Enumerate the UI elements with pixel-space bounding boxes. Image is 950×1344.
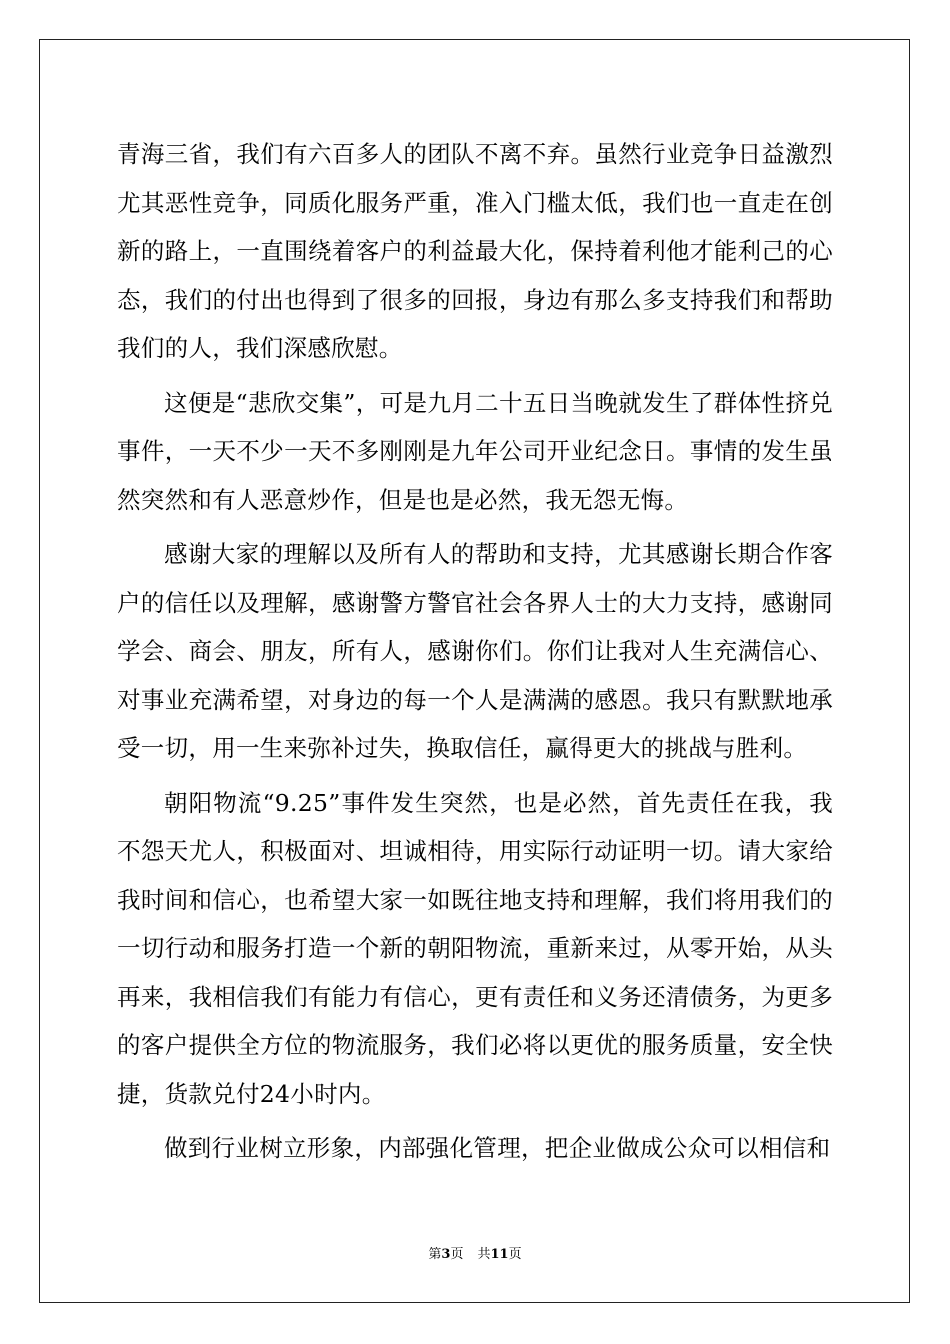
total-prefix: 共: [477, 1247, 491, 1262]
page-footer: [0, 1247, 950, 1263]
paragraph-3: 感谢大家的理解以及所有人的帮助和支持，尤其感谢长期合作客户的信任以及理解，感谢警方警官社会各界人士的大力支持，感谢同学会、商会、朋友，所有人，感谢你们。你们让我对人生充满信心、对事业充满希望，对身边的每一个人是满满的感恩。我只有默默地承受一切，用一生来弥补过失，换取信任，赢得更大的挑战与胜利。: [117, 540, 833, 762]
page-prefix: 第: [428, 1247, 442, 1262]
total-suffix: 页: [508, 1247, 522, 1262]
page-suffix: 页: [450, 1247, 464, 1262]
paragraph-5: 做到行业树立形象，内部强化管理，把企业做成公众可以相信和: [164, 1134, 831, 1162]
page-number: 3: [441, 1247, 451, 1262]
document-body: [117, 130, 833, 1173]
total-pages: 11: [490, 1247, 509, 1262]
paragraph-4: 朝阳物流“9.25”事件发生突然，也是必然，首先责任在我，我不怨天尤人，积极面对、坦诚相待，用实际行动证明一切。请大家给我时间和信心，也希望大家一如既往地支持和理解，我们将用我们的一切行动和服务打造一个新的朝阳物流，重新来过，从零开始，从头再来，我相信我们有能力有信心，更有责任和义务还清债务，为更多的客户提供全方位的物流服务，我们必将以更优的服务质量，安全快捷，货款兑付24小时内。: [117, 788, 833, 1108]
paragraph-1: 青海三省，我们有六百多人的团队不离不弃。虽然行业竞争日益激烈尤其恶性竞争，同质化服务严重，准入门槛太低，我们也一直走在创新的路上，一直围绕着客户的利益最大化，保持着利他才能利己的心态，我们的付出也得到了很多的回报，身边有那么多支持我们和帮助我们的人，我们深感欣慰。: [117, 140, 833, 362]
paragraph-2: 这便是“悲欣交集”，可是九月二十五日当晚就发生了群体性挤兑事件，一天不少一天不多刚刚是九年公司开业纪念日。事情的发生虽然突然和有人恶意炒作，但是也是必然，我无怨无悔。: [117, 388, 833, 514]
